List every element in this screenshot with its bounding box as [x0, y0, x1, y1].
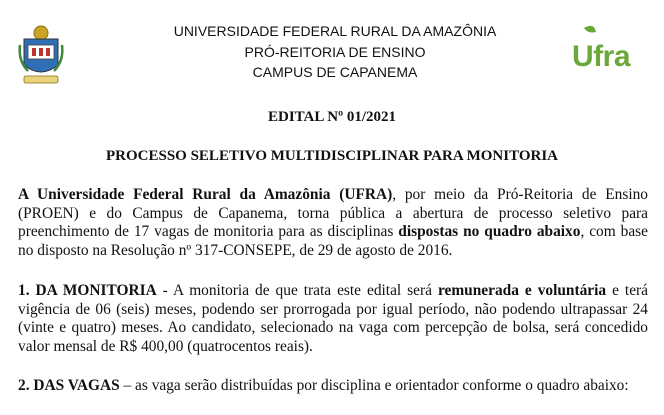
- edital-title: EDITAL Nº 01/2021: [267, 109, 397, 125]
- section2-text: – as vaga serão distribuídas por disciplina e orientador conforme o quadro abaixo:: [119, 377, 629, 394]
- intro-bold-mid: dispostas no quadro abaixo: [398, 223, 581, 241]
- intro-paragraph: [18, 186, 648, 261]
- process-title: PROCESSO SELETIVO MULTIDISCIPLINAR PARA MONITORIA: [105, 148, 558, 164]
- section1-bold-mid: remunerada e voluntária: [437, 282, 607, 299]
- section1-heading: 1. DA MONITORIA: [18, 282, 157, 299]
- university-crest-icon: [18, 21, 64, 91]
- ufra-logo: [568, 22, 646, 76]
- header-university: UNIVERSIDADE FEDERAL RURAL DA AMAZÔNIA: [173, 23, 497, 39]
- section-monitoria: [18, 282, 648, 357]
- intro-text-a: , por meio da Pró-Reitoria de Ensino (PROEN) e do Campus de Capanema, torna pública a abertura de processo seletivo para preenchimento de 17 vagas de monitoria para as disciplinas: [18, 186, 648, 241]
- section1-text-b: e terá vigência de 06 (seis) meses, podendo ser prorrogada por igual período, não podendo ultrapassar 24 (vinte e quatro) meses. Ao candidato, selecionado na vaga com percepção de bolsa, será concedido valor mensal de R$ 400,00 (quatrocentos reais).: [18, 282, 648, 356]
- intro-bold-lead: A Universidade Federal Rural da Amazônia (UFRA): [18, 186, 393, 203]
- section2-heading: 2. DAS VAGAS: [18, 377, 120, 394]
- institution-header: [150, 21, 520, 83]
- header-pro-rectorate: PRÓ-REITORIA DE ENSINO: [244, 43, 426, 60]
- section-vagas: [18, 377, 648, 396]
- section1-text-a: - A monitoria de que trata este edital será: [156, 282, 438, 299]
- header-campus: CAMPUS DE CAPANEMA: [252, 64, 418, 80]
- ufra-logo-text: Ufra: [572, 40, 631, 73]
- intro-text-b: , com base no disposto na Resolução nº 317-CONSEPE, de 29 de agosto de 2016.: [18, 223, 649, 260]
